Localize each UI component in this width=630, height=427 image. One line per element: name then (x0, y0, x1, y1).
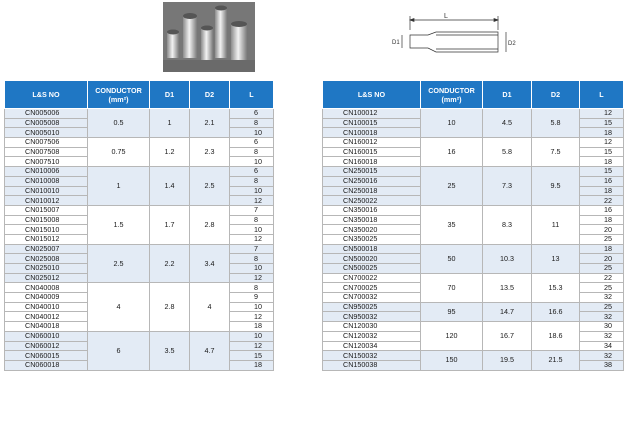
d1-cell: 8.3 (483, 205, 532, 244)
part-number-cell: CN060018 (5, 360, 88, 370)
part-number-cell: CN010010 (5, 186, 88, 196)
header-conductor-unit: (mm²) (441, 94, 462, 104)
part-number-cell: CN025010 (5, 264, 88, 274)
length-cell: 32 (580, 293, 624, 303)
table-row (5, 244, 274, 254)
header-d2: D2 (190, 81, 230, 109)
conductor-cell: 1 (88, 167, 150, 206)
part-number-cell: CN160012 (323, 138, 421, 148)
length-cell: 16 (580, 176, 624, 186)
conductor-cell: 50 (421, 244, 483, 273)
length-cell: 12 (230, 234, 274, 244)
length-cell: 25 (580, 234, 624, 244)
length-cell: 9 (230, 293, 274, 303)
ferrule-dimension-icon (388, 8, 528, 68)
part-number-cell: CN150038 (323, 360, 421, 370)
part-number-cell: CN250018 (323, 186, 421, 196)
length-cell: 16 (580, 205, 624, 215)
table-row (5, 283, 274, 293)
table-row (323, 109, 624, 119)
table-row (323, 273, 624, 283)
header-conductor-label: CONDUCTOR (95, 85, 142, 95)
length-cell: 10 (230, 186, 274, 196)
d2-cell: 4 (190, 283, 230, 331)
part-number-cell: CN120034 (323, 341, 421, 351)
d1-cell: 14.7 (483, 302, 532, 321)
d1-cell: 10.3 (483, 244, 532, 273)
table-header-row (323, 81, 624, 109)
conductor-cell: 35 (421, 205, 483, 244)
d1-cell: 13.5 (483, 273, 532, 302)
length-cell: 20 (580, 254, 624, 264)
d2-cell: 5.8 (532, 109, 580, 138)
length-cell: 18 (580, 157, 624, 167)
part-number-cell: CN700022 (323, 273, 421, 283)
length-cell: 25 (580, 302, 624, 312)
length-cell: 22 (580, 196, 624, 206)
length-cell: 6 (230, 109, 274, 119)
product-photo (163, 2, 255, 72)
part-number-cell: CN250015 (323, 167, 421, 177)
length-cell: 8 (230, 147, 274, 157)
d1-cell: 1.7 (150, 205, 190, 244)
d2-cell: 2.3 (190, 138, 230, 167)
d1-cell: 1.4 (150, 167, 190, 206)
part-number-cell: CN007506 (5, 138, 88, 148)
length-cell: 18 (580, 244, 624, 254)
part-number-cell: CN950032 (323, 312, 421, 322)
table-row (323, 322, 624, 332)
table-header-row (5, 81, 274, 109)
table-row (5, 138, 274, 148)
conductor-cell: 0.75 (88, 138, 150, 167)
d2-cell: 11 (532, 205, 580, 244)
header-ls-no: L&S NO (5, 81, 88, 109)
conductor-cell: 10 (421, 109, 483, 138)
d1-cell: 1.2 (150, 138, 190, 167)
conductor-cell: 6 (88, 331, 150, 370)
length-cell: 15 (580, 167, 624, 177)
length-cell: 30 (580, 322, 624, 332)
part-number-cell: CN005006 (5, 109, 88, 119)
part-number-cell: CN250022 (323, 196, 421, 206)
length-cell: 32 (580, 312, 624, 322)
d1-cell: 1 (150, 109, 190, 138)
table-row (323, 302, 624, 312)
length-cell: 12 (230, 341, 274, 351)
d2-cell: 15.3 (532, 273, 580, 302)
length-cell: 7 (230, 244, 274, 254)
ferrule-drawing (388, 8, 528, 68)
part-number-cell: CN040012 (5, 312, 88, 322)
length-cell: 12 (230, 196, 274, 206)
right-table-body (323, 109, 624, 371)
part-number-cell: CN007510 (5, 157, 88, 167)
part-number-cell: CN160015 (323, 147, 421, 157)
d2-cell: 16.6 (532, 302, 580, 321)
length-cell: 8 (230, 215, 274, 225)
part-number-cell: CN700032 (323, 293, 421, 303)
header-d1: D1 (150, 81, 190, 109)
d1-cell: 19.5 (483, 351, 532, 370)
part-number-cell: CN015010 (5, 225, 88, 235)
table-row (5, 109, 274, 119)
length-cell: 8 (230, 283, 274, 293)
header-conductor-unit: (mm²) (108, 94, 129, 104)
d2-cell: 2.1 (190, 109, 230, 138)
header-d1: D1 (483, 81, 532, 109)
d1-cell: 3.5 (150, 331, 190, 370)
right-spec-table (322, 80, 624, 371)
part-number-cell: CN040008 (5, 283, 88, 293)
length-cell: 10 (230, 157, 274, 167)
part-number-cell: CN015012 (5, 234, 88, 244)
header-d2: D2 (532, 81, 580, 109)
d1-cell: 7.3 (483, 167, 532, 206)
table-row (323, 167, 624, 177)
length-cell: 10 (230, 225, 274, 235)
part-number-cell: CN100015 (323, 118, 421, 128)
length-cell: 12 (230, 312, 274, 322)
d1-cell: 5.8 (483, 138, 532, 167)
length-cell: 10 (230, 331, 274, 341)
length-cell: 10 (230, 302, 274, 312)
d2-cell: 13 (532, 244, 580, 273)
part-number-cell: CN100018 (323, 128, 421, 138)
part-number-cell: CN250016 (323, 176, 421, 186)
header-l: L (580, 81, 624, 109)
header-l: L (230, 81, 274, 109)
conductor-cell: 25 (421, 167, 483, 206)
part-number-cell: CN025007 (5, 244, 88, 254)
conductor-cell: 95 (421, 302, 483, 321)
length-cell: 10 (230, 128, 274, 138)
part-number-cell: CN700025 (323, 283, 421, 293)
part-number-cell: CN015008 (5, 215, 88, 225)
dim-l-label: L (444, 13, 448, 20)
d2-cell: 7.5 (532, 138, 580, 167)
conductor-cell: 2.5 (88, 244, 150, 283)
part-number-cell: CN500020 (323, 254, 421, 264)
length-cell: 12 (580, 109, 624, 119)
part-number-cell: CN040010 (5, 302, 88, 312)
d2-cell: 9.5 (532, 167, 580, 206)
length-cell: 12 (580, 138, 624, 148)
d2-cell: 21.5 (532, 351, 580, 370)
conductor-cell: 0.5 (88, 109, 150, 138)
header-conductor-label: CONDUCTOR (428, 85, 475, 95)
part-number-cell: CN120032 (323, 331, 421, 341)
part-number-cell: CN950025 (323, 302, 421, 312)
part-number-cell: CN025012 (5, 273, 88, 283)
length-cell: 7 (230, 205, 274, 215)
length-cell: 20 (580, 225, 624, 235)
part-number-cell: CN060015 (5, 351, 88, 361)
table-row (323, 244, 624, 254)
part-number-cell: CN350025 (323, 234, 421, 244)
length-cell: 18 (230, 322, 274, 332)
length-cell: 22 (580, 273, 624, 283)
length-cell: 18 (580, 215, 624, 225)
header-conductor (88, 81, 150, 109)
dim-d1-label: D1 (392, 40, 400, 46)
part-number-cell: CN040009 (5, 293, 88, 303)
part-number-cell: CN005010 (5, 128, 88, 138)
d2-cell: 3.4 (190, 244, 230, 283)
length-cell: 18 (580, 186, 624, 196)
ferrule-photo-icon (163, 2, 255, 72)
part-number-cell: CN040018 (5, 322, 88, 332)
conductor-cell: 150 (421, 351, 483, 370)
d2-cell: 2.5 (190, 167, 230, 206)
part-number-cell: CN015007 (5, 205, 88, 215)
part-number-cell: CN350020 (323, 225, 421, 235)
d2-cell: 2.8 (190, 205, 230, 244)
length-cell: 38 (580, 360, 624, 370)
length-cell: 25 (580, 264, 624, 274)
length-cell: 6 (230, 167, 274, 177)
table-row (5, 167, 274, 177)
part-number-cell: CN160018 (323, 157, 421, 167)
d1-cell: 2.2 (150, 244, 190, 283)
part-number-cell: CN150032 (323, 351, 421, 361)
length-cell: 18 (580, 128, 624, 138)
part-number-cell: CN350016 (323, 205, 421, 215)
part-number-cell: CN500018 (323, 244, 421, 254)
header-ls-no: L&S NO (323, 81, 421, 109)
d1-cell: 2.8 (150, 283, 190, 331)
part-number-cell: CN007508 (5, 147, 88, 157)
length-cell: 10 (230, 264, 274, 274)
conductor-cell: 120 (421, 322, 483, 351)
length-cell: 32 (580, 331, 624, 341)
part-number-cell: CN120030 (323, 322, 421, 332)
table-row (323, 351, 624, 361)
d1-cell: 4.5 (483, 109, 532, 138)
left-table-body (5, 109, 274, 371)
header-conductor (421, 81, 483, 109)
part-number-cell: CN060010 (5, 331, 88, 341)
length-cell: 25 (580, 283, 624, 293)
part-number-cell: CN010008 (5, 176, 88, 186)
length-cell: 15 (230, 351, 274, 361)
part-number-cell: CN500025 (323, 264, 421, 274)
conductor-cell: 4 (88, 283, 150, 331)
length-cell: 32 (580, 351, 624, 361)
length-cell: 12 (230, 273, 274, 283)
dim-d2-label: D2 (508, 41, 516, 47)
part-number-cell: CN060012 (5, 341, 88, 351)
length-cell: 8 (230, 176, 274, 186)
d2-cell: 18.6 (532, 322, 580, 351)
table-row (323, 138, 624, 148)
conductor-cell: 16 (421, 138, 483, 167)
conductor-cell: 1.5 (88, 205, 150, 244)
length-cell: 18 (230, 360, 274, 370)
part-number-cell: CN350018 (323, 215, 421, 225)
table-row (323, 205, 624, 215)
part-number-cell: CN010006 (5, 167, 88, 177)
length-cell: 15 (580, 118, 624, 128)
length-cell: 34 (580, 341, 624, 351)
length-cell: 6 (230, 138, 274, 148)
part-number-cell: CN005008 (5, 118, 88, 128)
left-spec-table (4, 80, 274, 371)
length-cell: 8 (230, 118, 274, 128)
table-row (5, 205, 274, 215)
d2-cell: 4.7 (190, 331, 230, 370)
length-cell: 15 (580, 147, 624, 157)
part-number-cell: CN010012 (5, 196, 88, 206)
d1-cell: 16.7 (483, 322, 532, 351)
length-cell: 8 (230, 254, 274, 264)
part-number-cell: CN025008 (5, 254, 88, 264)
part-number-cell: CN100012 (323, 109, 421, 119)
table-row (5, 331, 274, 341)
conductor-cell: 70 (421, 273, 483, 302)
